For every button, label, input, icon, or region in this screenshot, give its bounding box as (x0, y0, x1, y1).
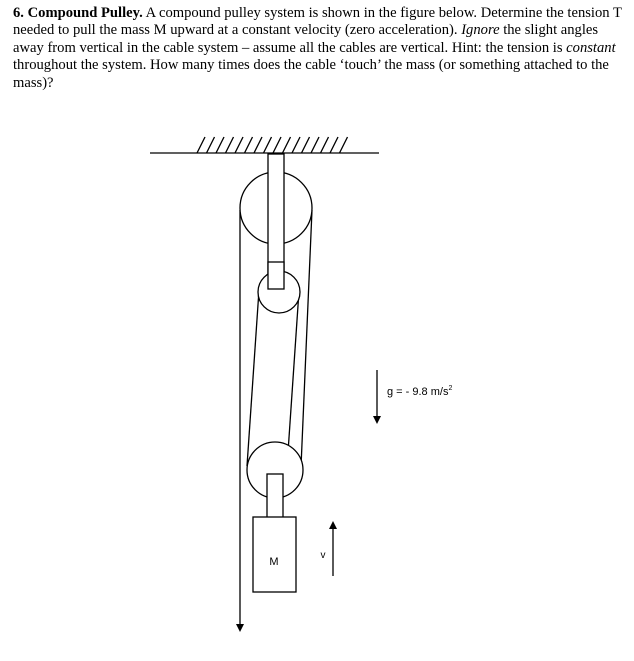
hatch-mark (226, 137, 234, 153)
lower-pulley-mount (267, 474, 283, 518)
hatch-mark (321, 137, 329, 153)
gravity-label (387, 385, 452, 398)
gravity-indicator (377, 370, 452, 420)
mass-block (253, 517, 296, 592)
hatch-mark (273, 137, 281, 153)
middle-pulley-mount (268, 262, 284, 289)
mass-label: M (269, 556, 279, 568)
lower-pulley (247, 442, 303, 518)
hatch-mark (283, 137, 291, 153)
hatch-mark (330, 137, 338, 153)
emphasis-ignore: Ignore (461, 22, 500, 39)
problem-text-part-2: the slight angles away from vertical in the cable system – assume all the cables are vertical. Hint: the tension is (13, 22, 599, 56)
hatch-mark (264, 137, 272, 153)
problem-text-part-1: A compound pulley system is shown in the figure below. Determine the tension T needed to pull the mass M upward at a constant velocity (zero acceleration). (13, 5, 622, 39)
velocity-label: v (320, 550, 326, 561)
cable-right-outer (301, 210, 312, 467)
problem-title: Compound Pulley. (27, 5, 143, 21)
mass-box (253, 517, 296, 592)
hatch-mark (216, 137, 224, 153)
problem-number: 6. (13, 5, 24, 21)
middle-pulley (258, 262, 300, 313)
ceiling-hatching (197, 137, 348, 153)
gravity-exponent: 2 (448, 385, 453, 392)
emphasis-constant: constant (566, 39, 616, 56)
hatch-mark (340, 137, 348, 153)
velocity-indicator (321, 525, 334, 576)
hatch-mark (292, 137, 300, 153)
gravity-value: g = - 9.8 m/s (387, 386, 449, 398)
hatch-mark (207, 137, 215, 153)
hatch-mark (197, 137, 205, 153)
hatch-mark (245, 137, 253, 153)
hatch-mark (254, 137, 262, 153)
hatch-mark (235, 137, 243, 153)
hatch-mark (311, 137, 319, 153)
cable-diagonal (287, 291, 299, 467)
cable-left-inner-1 (247, 290, 259, 466)
problem-text-part-3: throughout the system. How many times does the cable ‘touch’ the mass (or something attached to the mass)? (13, 57, 609, 91)
hatch-mark (302, 137, 310, 153)
ceiling (150, 137, 379, 153)
